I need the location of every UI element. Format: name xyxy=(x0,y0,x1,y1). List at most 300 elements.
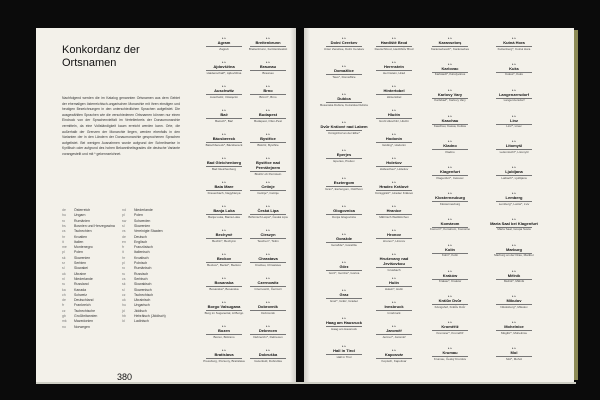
concordance-entry xyxy=(200,204,248,219)
place-variants: Bistritz, Bystřice xyxy=(257,142,279,147)
language-code: hu xyxy=(62,213,66,218)
place-variants: Linz*, Linec xyxy=(506,124,522,129)
concordance-entry xyxy=(320,176,368,191)
language-name: Polen xyxy=(134,213,143,218)
language-markers: ▸ ▸ xyxy=(447,113,453,118)
language-code: de xyxy=(62,298,66,303)
concordance-entry xyxy=(426,139,474,154)
concordance-entry xyxy=(244,324,292,339)
language-name: Großbritannien xyxy=(74,314,98,318)
language-markers: ▸ ▸ xyxy=(391,36,397,40)
language-markers: ▸ ▸ xyxy=(265,180,271,184)
language-name: Ladinisch xyxy=(134,319,149,324)
concordance-entry xyxy=(244,60,292,75)
place-variants: Klagenfurt*, Celovec xyxy=(436,175,464,180)
place-name: Klosterneuburg xyxy=(435,195,465,201)
place-variants: Innsbruck xyxy=(387,310,401,315)
place-name: Ajdovščina xyxy=(213,64,235,69)
concordance-entry xyxy=(426,88,474,103)
concordance-entry xyxy=(244,132,292,147)
language-name: Ungarn xyxy=(74,213,86,218)
concordance-entry xyxy=(426,243,474,258)
place-variants: Brünn*, Brno xyxy=(259,94,277,99)
concordance-entry xyxy=(200,132,248,147)
language-name: Serbisch xyxy=(134,276,148,281)
place-variants: Königgrätz*, Hradec Králové xyxy=(375,190,413,195)
language-name: Französisch xyxy=(134,245,153,250)
place-name: Hruševany nad Jevišovkou xyxy=(379,256,409,266)
language-markers: ▸ ▸ xyxy=(511,113,517,118)
language-name: Slowenien xyxy=(134,223,151,228)
place-variants: Müglitz*, Mohelnice xyxy=(500,330,527,335)
language-markers: ▸ ▸ xyxy=(221,228,227,232)
language-code: de xyxy=(122,234,126,239)
concordance-entry xyxy=(244,156,292,176)
place-name: Karansebeș xyxy=(438,40,462,45)
concordance-entry xyxy=(200,276,248,291)
place-name: Jaroměř xyxy=(386,328,402,333)
place-name: Bystřice nad Pernštejnem xyxy=(255,160,280,170)
language-markers: ▸ ▸ xyxy=(447,139,453,144)
language-markers: ▸ ▸ xyxy=(265,228,271,232)
language-markers: ▸ ▸ xyxy=(447,61,453,66)
concordance-entry xyxy=(370,228,418,243)
concordance-entry xyxy=(370,276,418,291)
place-name: Glogovnica xyxy=(333,208,355,213)
language-markers: ▸ ▸ xyxy=(447,320,453,325)
place-name: Braunau xyxy=(259,64,277,69)
language-code: cz xyxy=(62,308,66,313)
language-markers: ▸ ▸ xyxy=(447,36,453,40)
language-markers: ▸ ▸ xyxy=(511,87,517,92)
language-name: Kroatien xyxy=(74,234,88,239)
language-code: pl xyxy=(122,261,125,265)
place-variants: Kopisch, Kapošvar xyxy=(381,358,407,363)
place-name: Innsbruck xyxy=(384,304,404,309)
language-name: Kanada xyxy=(74,287,87,292)
place-name: Hall in Tirol xyxy=(333,348,355,353)
concordance-entry xyxy=(426,36,474,51)
language-name: Tschechien xyxy=(74,229,92,234)
place-variants: Hall in Tirol xyxy=(336,354,352,359)
language-markers: ▸ ▸ xyxy=(341,232,347,236)
place-variants: Melnik*, Mělník xyxy=(503,279,525,284)
language-name: Ungarisch xyxy=(134,303,150,308)
place-name: Hronov xyxy=(387,232,401,237)
language-name: Polen xyxy=(74,250,83,255)
language-markers: ▸ ▸ xyxy=(341,344,347,348)
place-variants: Mährisch Weißkirchen xyxy=(379,214,409,219)
concordance-entry xyxy=(370,36,418,51)
place-variants: Dobrovnik xyxy=(261,310,275,315)
concordance-entry xyxy=(244,300,292,315)
place-name: Linz xyxy=(510,117,518,123)
place-name: Hlučín xyxy=(387,112,401,117)
place-name: Banja Luka xyxy=(213,208,235,213)
language-code: jd xyxy=(122,308,125,313)
place-variants: Holleschau*, Holešov xyxy=(379,166,409,171)
language-markers: ▸ ▸ xyxy=(447,242,453,247)
concordance-entry xyxy=(370,180,418,195)
language-code: sl xyxy=(62,266,65,271)
place-name: Maria Saal bei Klagenfurt xyxy=(490,220,538,226)
language-markers: ▸ ▸ xyxy=(511,242,517,247)
language-markers: ▸ ▸ xyxy=(221,36,227,40)
concordance-entry xyxy=(244,36,292,51)
place-name: Brno xyxy=(263,88,273,93)
language-name: Slowakei xyxy=(74,266,89,271)
place-name: Kaposvár xyxy=(384,352,404,357)
place-variants: Taus*, Domažlice xyxy=(332,74,356,79)
language-code: uk xyxy=(62,271,66,276)
place-name: Bosanska xyxy=(214,280,234,285)
page-title: Konkordanz der Ortsnamen xyxy=(62,44,140,69)
concordance-entry xyxy=(490,243,538,258)
concordance-entry xyxy=(370,60,418,75)
language-name: Jiddisch xyxy=(134,308,147,313)
language-code: it xyxy=(62,239,64,244)
language-markers: ▸ ▸ xyxy=(511,36,517,40)
language-markers: ▸ ▸ xyxy=(391,252,397,256)
concordance-entry xyxy=(490,294,538,309)
place-variants: Krakau*, Kraków xyxy=(438,279,462,284)
place-name: Beckov xyxy=(216,256,232,261)
concordance-entry xyxy=(200,180,248,195)
place-name: Hodonín xyxy=(385,136,403,141)
place-name: Králův Dvůr xyxy=(438,298,462,304)
language-code: sr xyxy=(62,261,65,265)
concordance-entry xyxy=(426,346,474,361)
place-name: Langenzersdorf xyxy=(498,91,529,97)
place-variants: Böhmisch Leipa*, Česká Lípa xyxy=(248,214,288,219)
language-markers: ▸ ▸ xyxy=(391,84,397,88)
concordance-entry xyxy=(426,165,474,180)
language-markers: ▸ ▸ xyxy=(221,84,227,88)
language-code: cs xyxy=(62,229,66,234)
place-name: Hintertobel xyxy=(383,88,405,93)
language-code: no xyxy=(62,324,66,329)
book-gutter xyxy=(290,28,310,382)
place-variants: Bistritz ob Pernstein xyxy=(254,171,282,176)
place-name: Agram xyxy=(217,40,231,45)
language-name: Schweiz xyxy=(74,292,88,297)
concordance-entry xyxy=(244,108,292,123)
concordance-entry xyxy=(370,156,418,171)
concordance-entry xyxy=(200,108,248,123)
concordance-entry xyxy=(426,269,474,284)
language-code: sw xyxy=(122,218,127,223)
place-variants: Hintertobel xyxy=(386,94,402,99)
place-name: Kolín xyxy=(445,246,455,252)
language-markers: ▸ ▸ xyxy=(341,148,347,152)
language-code: hb xyxy=(122,314,126,318)
place-name: Mol xyxy=(510,350,518,356)
place-name: Česká Lípa xyxy=(257,208,279,213)
place-variants: Kuttenberg*, Kutná Hora xyxy=(497,46,531,51)
place-variants: Krumau, Český Krumlov xyxy=(433,356,467,361)
concordance-entry xyxy=(320,288,368,303)
concordance-entry xyxy=(370,132,418,147)
language-code: hr xyxy=(62,234,66,239)
language-name: Tschechische xyxy=(74,308,96,313)
place-name: Hradec Králové xyxy=(379,184,409,189)
language-code: ro xyxy=(122,266,126,271)
place-variants: Haag am Hausruck xyxy=(331,326,357,331)
concordance-entry xyxy=(320,36,368,51)
concordance-entry xyxy=(244,276,292,291)
concordance-entry xyxy=(200,156,248,171)
place-variants: Kukus*, Kuks xyxy=(505,72,523,77)
place-variants: Czernowitz, Černivci xyxy=(254,286,282,291)
language-markers: ▸ ▸ xyxy=(341,288,347,292)
place-name: Mohelnice xyxy=(504,324,524,330)
concordance-entry xyxy=(490,114,538,129)
language-markers: ▸ ▸ xyxy=(391,276,397,280)
place-variants: Breitenbrunn, Fertőszéleskút xyxy=(248,46,288,51)
place-variants: Göding*, Hodonín xyxy=(382,142,406,147)
language-name: Ukraine xyxy=(74,271,87,276)
place-variants: Donja Glogovnica xyxy=(332,214,356,219)
place-variants: Kladno xyxy=(445,149,455,154)
language-markers: ▸ ▸ xyxy=(447,268,453,273)
language-markers: ▸ ▸ xyxy=(265,276,271,280)
language-code: hr xyxy=(122,255,126,260)
book-edge-bottom xyxy=(36,382,576,384)
place-name: Bácsbereck xyxy=(212,136,236,141)
concordance-entry xyxy=(320,204,368,219)
language-markers: ▸ ▸ xyxy=(511,268,517,273)
language-markers: ▸ ▸ xyxy=(341,260,347,264)
place-name: Cieszyn xyxy=(260,232,276,237)
place-name: Eperjes xyxy=(336,152,352,157)
language-markers: ▸ ▸ xyxy=(265,84,271,88)
language-name: Rumänien xyxy=(74,218,90,223)
language-name: Norwegen xyxy=(74,324,90,329)
place-variants: Klosterneuburg xyxy=(439,201,461,206)
concordance-entry xyxy=(370,252,418,272)
place-variants: Batschbereck*, Bácsbereck xyxy=(205,142,243,147)
language-markers: ▸ ▸ xyxy=(221,108,227,112)
place-variants: Unter Zerekwe, Dolní Cerekev xyxy=(323,46,365,51)
place-variants: Hulein*, Hulín xyxy=(384,286,404,291)
language-markers: ▸ ▸ xyxy=(341,176,347,180)
language-markers: ▸ ▸ xyxy=(511,216,517,221)
place-name: Litomyšl xyxy=(505,143,523,149)
language-markers: ▸ ▸ xyxy=(391,180,397,184)
place-variants: Herrnstein, Hrad xyxy=(382,70,405,75)
concordance-entry xyxy=(320,148,368,163)
language-markers: ▸ ▸ xyxy=(221,348,227,352)
language-markers: ▸ ▸ xyxy=(341,64,347,68)
place-name: Chrastava xyxy=(258,256,278,261)
concordance-entry xyxy=(370,204,418,219)
language-name: Hebräisch (Jiddisch) xyxy=(134,314,166,318)
language-code: ka xyxy=(62,287,66,292)
language-code: ro xyxy=(62,218,66,223)
place-name: Borgo Valsugana xyxy=(207,304,241,309)
place-name: Komárom xyxy=(440,220,460,226)
language-markers: ▸ ▸ xyxy=(341,204,347,208)
concordance-entry xyxy=(370,348,418,363)
place-name: Kutná Hora xyxy=(503,40,525,45)
place-variants: Teschen*, Těšín xyxy=(257,238,279,243)
language-markers: ▸ ▸ xyxy=(341,316,347,320)
place-variants: Kratzau, Chrastava xyxy=(255,262,281,267)
place-variants: Langenzersdorf xyxy=(503,98,525,103)
language-markers: ▸ ▸ xyxy=(391,228,397,232)
place-variants: Marburg an der Drau, Maribor xyxy=(494,253,534,258)
place-name: Karlovac xyxy=(441,65,459,71)
concordance-entry xyxy=(200,324,248,339)
language-name: Deutschland xyxy=(74,298,94,303)
language-code: uk xyxy=(122,298,126,303)
place-variants: Hronov*, Hronov xyxy=(382,238,406,243)
concordance-entry xyxy=(490,36,538,51)
concordance-entry xyxy=(490,88,538,103)
place-variants: Kolin*, Kolín xyxy=(441,253,459,258)
language-code: sk xyxy=(62,255,66,260)
place-name: Bač xyxy=(220,112,228,117)
language-code: nd xyxy=(122,208,126,212)
language-markers: ▸ ▸ xyxy=(265,36,271,40)
language-name: Tschechisch xyxy=(134,292,154,297)
concordance-entry xyxy=(426,294,474,309)
place-variants: Bosanska*, Bosanska xyxy=(209,286,239,291)
concordance-entry xyxy=(490,165,538,180)
place-variants: Jermer*, Jaroměř xyxy=(382,334,406,339)
place-variants: Braunau xyxy=(262,70,274,75)
language-markers: ▸ ▸ xyxy=(221,252,227,256)
place-name: Bystřice xyxy=(260,136,276,141)
place-variants: Pressburg, Pozsony, Bratislava xyxy=(203,358,245,363)
concordance-entry xyxy=(370,300,418,315)
language-markers: ▸ ▸ xyxy=(221,300,227,304)
language-markers: ▸ ▸ xyxy=(221,276,227,280)
place-variants: Goražde*, Goražde xyxy=(331,242,357,247)
place-name: Holešov xyxy=(386,160,402,165)
place-name: Breitenbrunn xyxy=(255,40,281,45)
place-variants: Lemberg*, Lwów*, Lviv xyxy=(498,201,530,206)
concordance-entry xyxy=(490,269,538,284)
language-item xyxy=(122,319,149,324)
language-code: sl xyxy=(122,223,125,228)
concordance-entry xyxy=(490,217,538,232)
language-markers: ▸ ▸ xyxy=(447,165,453,170)
place-name: Auschwitz xyxy=(214,88,234,93)
place-variants: Görz*, Gorizia*, Gorica xyxy=(328,270,360,275)
concordance-entry xyxy=(200,228,248,243)
language-markers: ▸ ▸ xyxy=(265,252,271,256)
place-name: Hardiště Brod xyxy=(380,40,408,45)
language-markers: ▸ ▸ xyxy=(391,204,397,208)
place-name: Kraków xyxy=(442,272,458,278)
place-variants: Komorn*, Komárom, Komárno xyxy=(429,227,471,232)
place-variants: Cetinje*, Cetinje xyxy=(257,190,279,195)
language-code: gb xyxy=(62,314,66,318)
place-variants: Grusbach xyxy=(387,267,401,272)
place-name: Mělník xyxy=(507,272,521,278)
language-markers: ▸ ▸ xyxy=(265,324,271,328)
concordance-entry xyxy=(490,320,538,335)
place-name: Dobruška xyxy=(258,352,278,357)
concordance-entry xyxy=(200,36,248,51)
language-code: fr xyxy=(122,245,125,250)
language-name: Mazedonien xyxy=(74,319,94,324)
place-name: Esztergom xyxy=(333,180,355,185)
place-variants: Graz*, Grätz, Gradec xyxy=(329,298,359,303)
place-name: Krumau xyxy=(442,350,458,356)
place-variants: Gutenfeld, Dobruška xyxy=(254,358,282,363)
place-name: Bozen xyxy=(218,328,230,333)
language-markers: ▸ ▸ xyxy=(511,139,517,144)
language-markers: ▸ ▸ xyxy=(221,60,227,64)
concordance-entry xyxy=(320,260,368,275)
language-name: Italienisch xyxy=(134,250,150,255)
language-code: mk xyxy=(62,319,67,324)
language-code: en xyxy=(122,239,126,244)
concordance-entry xyxy=(320,92,368,107)
language-name: Slowenisch xyxy=(134,287,152,292)
language-name: Niederlande xyxy=(74,276,93,281)
language-name: Englisch xyxy=(134,239,148,244)
language-name: Rumänisch xyxy=(134,266,152,271)
language-markers: ▸ ▸ xyxy=(265,108,271,112)
place-variants: Zagreb xyxy=(219,46,229,51)
language-name: Russisch xyxy=(134,271,149,276)
language-code: hu xyxy=(122,303,126,308)
place-variants: Bad Gleichenberg xyxy=(211,166,237,171)
language-name: Slowakisch xyxy=(134,282,152,287)
concordance-entry xyxy=(200,300,248,315)
language-code: sk xyxy=(122,282,126,287)
concordance-entry xyxy=(244,204,292,219)
language-markers: ▸ ▸ xyxy=(391,156,397,160)
place-variants: Bacsch*, Bač xyxy=(215,118,233,123)
place-variants: Maria Saal, Gospa Sveta xyxy=(497,227,531,232)
place-name: Haag am Hausruck xyxy=(325,320,362,325)
place-variants: Leitomischl*, Litomyšl xyxy=(499,149,529,154)
language-item xyxy=(62,325,90,330)
language-name: Bosnien und Herzegowina xyxy=(74,223,115,228)
place-variants: Budapest, Ofen-Pest xyxy=(254,118,282,123)
language-markers: ▸ ▸ xyxy=(221,324,227,328)
language-markers: ▸ ▸ xyxy=(511,320,517,325)
language-code: cz xyxy=(122,292,126,297)
place-variants: Bosanska Dubica, Kozarska Dubica xyxy=(320,102,368,107)
place-name: Cetinje xyxy=(261,184,275,189)
concordance-entry xyxy=(244,84,292,99)
language-markers: ▸ ▸ xyxy=(391,132,397,136)
language-name: Montenegro xyxy=(74,245,93,250)
place-name: Dubica xyxy=(337,96,351,101)
concordance-entry xyxy=(244,348,292,363)
place-name: Ljubljana xyxy=(505,169,523,175)
concordance-entry xyxy=(320,232,368,247)
language-markers: ▸ ▸ xyxy=(391,348,397,352)
place-name: Bechyně xyxy=(215,232,233,237)
language-markers: ▸ ▸ xyxy=(221,156,227,160)
place-variants: Auschwitz, Oświęcim xyxy=(209,94,239,99)
place-variants: Nikolsburg*, Mikulov xyxy=(500,304,528,309)
place-variants: Kaschau, Kassa, Košice xyxy=(433,124,467,129)
concordance-entry xyxy=(370,108,418,123)
language-markers: ▸ ▸ xyxy=(265,132,271,136)
place-variants: Debreczin*, Debrecen xyxy=(253,334,283,339)
place-name: Bad Gleichenberg xyxy=(206,160,242,165)
concordance-entry xyxy=(426,320,474,335)
place-name: Bratislava xyxy=(214,352,234,357)
place-variants: Bozen, Bolzano xyxy=(213,334,235,339)
